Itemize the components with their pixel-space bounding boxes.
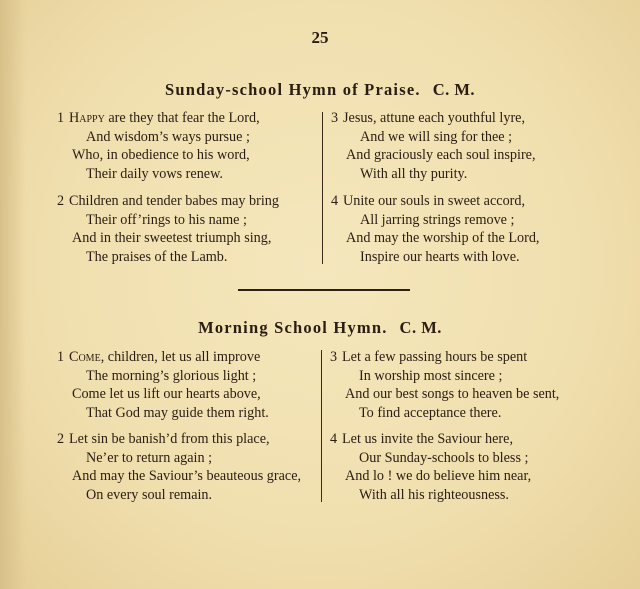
hymn-2-stanza-4 xyxy=(330,430,532,504)
stanza-number: 4 xyxy=(331,193,339,209)
hymn-1-stanza-2 xyxy=(57,192,279,266)
stanza-line: Their off’rings to his name ; xyxy=(86,211,247,228)
hymn-2-stanza-1 xyxy=(57,348,269,422)
column-divider xyxy=(322,112,323,264)
stanza-line: In worship most sincere ; xyxy=(359,367,503,384)
hymn-1-title-text: Sunday-school Hymn of Praise. xyxy=(164,80,421,99)
hymn-2-stanza-2 xyxy=(57,430,302,504)
stanza-line: Children and tender babes may bring xyxy=(69,193,279,209)
stanza-line: Ne’er to return again ; xyxy=(86,449,213,466)
stanza-line: Unite our souls in sweet accord, xyxy=(343,193,526,209)
stanza-line: And wisdom’s ways pursue ; xyxy=(86,128,250,145)
stanza-line: That God may guide them right. xyxy=(86,404,269,421)
stanza-line: With all his righteousness. xyxy=(359,486,509,503)
stanza-line: All jarring strings remove ; xyxy=(360,211,515,228)
stanza-first-word: Come xyxy=(69,349,101,365)
stanza-line: , children, let us all improve xyxy=(100,349,261,365)
stanza-line: are they that fear the Lord, xyxy=(104,110,260,126)
stanza-number: 4 xyxy=(330,431,338,447)
column-divider xyxy=(321,350,322,502)
stanza-line: Come let us lift our hearts above, xyxy=(72,386,261,403)
stanza-number: 1 xyxy=(57,110,65,126)
hymn-2-meter: C. M. xyxy=(399,318,442,337)
stanza-line: And may the Saviour’s beauteous grace, xyxy=(72,468,302,485)
stanza-number: 2 xyxy=(57,193,65,209)
page-number: 25 xyxy=(311,28,329,47)
stanza-line: And we will sing for thee ; xyxy=(360,128,513,145)
stanza-line: With all thy purity. xyxy=(360,165,468,182)
stanza-line: To find acceptance there. xyxy=(359,404,502,421)
stanza-line: Let a few passing hours be spent xyxy=(342,349,528,365)
section-rule xyxy=(238,289,410,291)
stanza-first-word: Happy xyxy=(69,110,105,126)
stanza-line: Our Sunday-schools to bless ; xyxy=(359,449,529,466)
hymn-2-title xyxy=(0,318,640,338)
stanza-line: On every soul remain. xyxy=(86,486,213,503)
stanza-line: Their daily vows renew. xyxy=(86,165,223,182)
stanza-line: And lo ! we do believe him near, xyxy=(345,468,532,485)
stanza-line: And in their sweetest triumph sing, xyxy=(72,230,272,247)
stanza-line: And our best songs to heaven be sent, xyxy=(345,386,560,403)
hymn-1-stanza-3 xyxy=(331,109,536,183)
stanza-line: The morning’s glorious light ; xyxy=(86,367,257,384)
stanza-number: 3 xyxy=(330,349,338,365)
stanza-line: And graciously each soul inspire, xyxy=(346,147,536,164)
stanza-line: Inspire our hearts with love. xyxy=(360,248,520,265)
stanza-number: 2 xyxy=(57,431,65,447)
stanza-line: The praises of the Lamb. xyxy=(86,248,228,265)
hymn-1-stanza-1 xyxy=(57,109,260,183)
hymn-2-stanza-3 xyxy=(330,348,560,422)
stanza-number: 1 xyxy=(57,349,65,365)
hymn-1-meter: C. M. xyxy=(432,80,476,99)
stanza-line: Who, in obedience to his word, xyxy=(72,147,250,164)
stanza-number: 3 xyxy=(331,110,339,126)
hymn-2-title-text: Morning School Hymn. xyxy=(198,318,388,337)
stanza-line: Jesus, attune each youthful lyre, xyxy=(343,110,526,126)
hymn-1-stanza-4 xyxy=(331,192,540,266)
stanza-line: Let sin be banish’d from this place, xyxy=(69,431,270,447)
stanza-line: Let us invite the Saviour here, xyxy=(342,431,513,447)
stanza-line: And may the worship of the Lord, xyxy=(346,230,540,247)
hymn-1-title xyxy=(0,80,640,100)
